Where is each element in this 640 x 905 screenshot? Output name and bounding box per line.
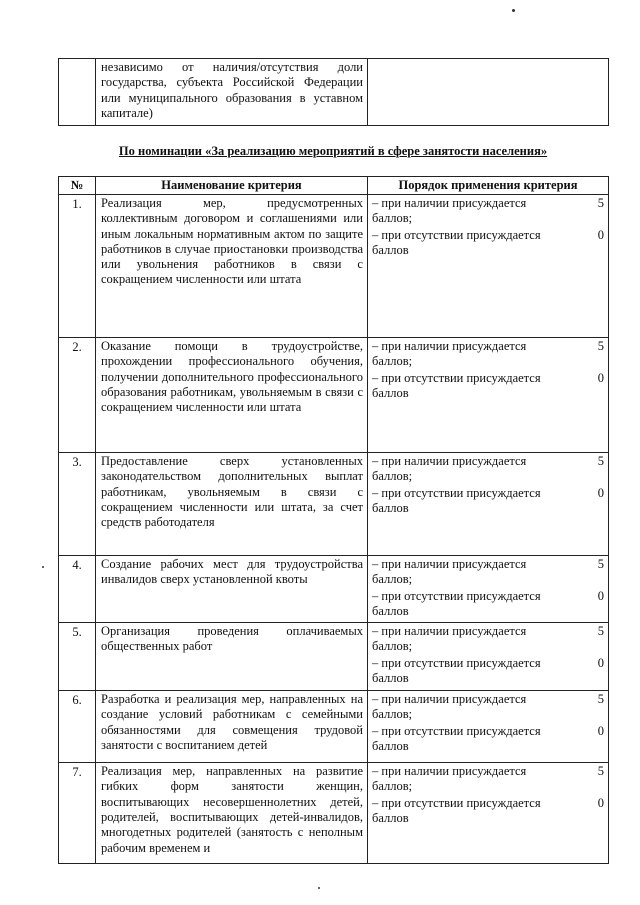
row-number: 7. (59, 763, 96, 864)
award-text: – при отсутствии присуждается (372, 655, 541, 670)
criterion-name: Создание рабочих мест для трудоустройства инвалидов сверх установленной квоты (96, 556, 368, 623)
table-row (59, 691, 609, 763)
section-heading: По номинации «За реализацию мероприятий в сфере занятости населения» (118, 144, 548, 158)
award-text: – при наличии присуждается (372, 454, 527, 468)
award-unit: баллов; (372, 639, 413, 654)
criterion-name: Разработка и реализация мер, направленных на создание условий работникам с семейными обязанностями для совмещения трудовой занятости с воспитанием детей (96, 691, 368, 763)
table-row (59, 195, 609, 338)
criterion-name: Реализация мер, направленных на развитие гибких форм занятости женщин, воспитывающих несовершеннолетних детей, родителей, воспитывающих детей-инвалидов, многодетных родителей (занятость с неполным рабочим временем и (96, 763, 368, 864)
row-number: 1. (59, 195, 96, 338)
criterion-order (368, 195, 609, 338)
row-number: 6. (59, 691, 96, 763)
award-unit: баллов; (372, 211, 413, 226)
award-text: – при наличии присуждается (372, 624, 527, 639)
award-if-absent (372, 371, 604, 402)
col-header-order: Порядок применения критерия (368, 177, 609, 195)
award-if-absent (372, 656, 604, 687)
award-text: – при отсутствии присуждается (372, 795, 541, 810)
table-row (59, 763, 609, 864)
award-if-absent (372, 796, 604, 827)
award-points: 0 (597, 795, 604, 810)
row-number: 2. (59, 338, 96, 453)
scan-speck (318, 887, 320, 889)
award-if-present (372, 454, 604, 485)
award-if-present (372, 196, 604, 227)
row-number: 3. (59, 453, 96, 556)
award-text: – при отсутствии присуждается (372, 370, 541, 385)
award-unit: баллов (372, 811, 409, 826)
previous-table-fragment (58, 58, 609, 126)
award-points: 0 (597, 370, 604, 385)
award-text: – при наличии присуждается (372, 764, 527, 779)
award-points: 0 (597, 588, 604, 603)
award-if-absent (372, 724, 604, 755)
award-points: 0 (597, 655, 604, 670)
award-unit: баллов; (372, 707, 413, 722)
award-text: – при отсутствии присуждается (372, 588, 541, 603)
award-points: 5 (597, 764, 604, 779)
criterion-order (368, 556, 609, 623)
num-cell (59, 59, 96, 126)
criterion-name: Предоставление сверх установленных законодательством дополнительных выплат работникам, увольняемым в связи с сокращением численности или штата, за счет средств работодателя (96, 453, 368, 556)
criterion-order (368, 623, 609, 691)
table-row (59, 453, 609, 556)
criterion-order (368, 691, 609, 763)
scan-speck (512, 9, 515, 12)
award-text: – при отсутствии присуждается (372, 485, 541, 500)
award-text: – при отсутствии присуждается (372, 227, 541, 242)
award-text: – при наличии присуждается (372, 339, 527, 353)
award-points: 5 (597, 692, 604, 707)
award-text: – при наличии присуждается (372, 557, 527, 571)
criterion-name-cell: независимо от наличия/отсутствия доли государства, субъекта Российской Федерации или муниципального образования в уставном капитале) (96, 59, 368, 126)
criterion-order (368, 338, 609, 453)
award-unit: баллов (372, 242, 409, 257)
criterion-name: Организация проведения оплачиваемых общественных работ (96, 623, 368, 691)
row-number: 5. (59, 623, 96, 691)
award-points: 0 (597, 227, 604, 242)
award-unit: баллов; (372, 469, 413, 484)
table-row (59, 338, 609, 453)
award-unit: баллов (372, 500, 409, 515)
award-if-present (372, 692, 604, 723)
table-row (59, 59, 609, 126)
award-unit: баллов (372, 739, 409, 754)
col-header-num: № (59, 177, 96, 195)
award-points: 5 (597, 557, 604, 571)
award-text: – при наличии присуждается (372, 196, 527, 210)
award-if-absent (372, 486, 604, 517)
award-if-absent (372, 228, 604, 259)
award-unit: баллов; (372, 572, 413, 587)
criterion-name: Оказание помощи в трудоустройстве, прохождении профессионального обучения, получении дополнительного профессионального образования работникам, увольняемым в связи с сокращением численности или штата (96, 338, 368, 453)
award-unit: баллов (372, 385, 409, 400)
criteria-table (58, 176, 609, 864)
award-points: 5 (597, 339, 604, 353)
award-unit: баллов; (372, 354, 413, 369)
award-text: – при отсутствии присуждается (372, 723, 541, 738)
criterion-name: Реализация мер, предусмотренных коллективным договором и соглашениями или иным локальным нормативным актом по защите работников в случае приостановки производства или увольнения работников в связи с сокращением численности или штата (96, 195, 368, 338)
table-row (59, 556, 609, 623)
award-points: 5 (597, 624, 604, 639)
award-points: 0 (597, 723, 604, 738)
table-row (59, 623, 609, 691)
award-unit: баллов (372, 671, 409, 686)
table-header-row (59, 177, 609, 195)
award-points: 5 (597, 196, 604, 210)
col-header-name: Наименование критерия (96, 177, 368, 195)
award-points: 0 (597, 485, 604, 500)
award-if-absent (372, 589, 604, 620)
award-unit: баллов (372, 603, 409, 618)
order-cell (368, 59, 609, 126)
award-points: 5 (597, 454, 604, 468)
award-if-present (372, 557, 604, 588)
criterion-order (368, 453, 609, 556)
row-number: 4. (59, 556, 96, 623)
award-if-present (372, 764, 604, 795)
scan-speck (42, 566, 44, 568)
criterion-order (368, 763, 609, 864)
award-text: – при наличии присуждается (372, 692, 527, 707)
award-unit: баллов; (372, 779, 413, 794)
award-if-present (372, 339, 604, 370)
award-if-present (372, 624, 604, 655)
